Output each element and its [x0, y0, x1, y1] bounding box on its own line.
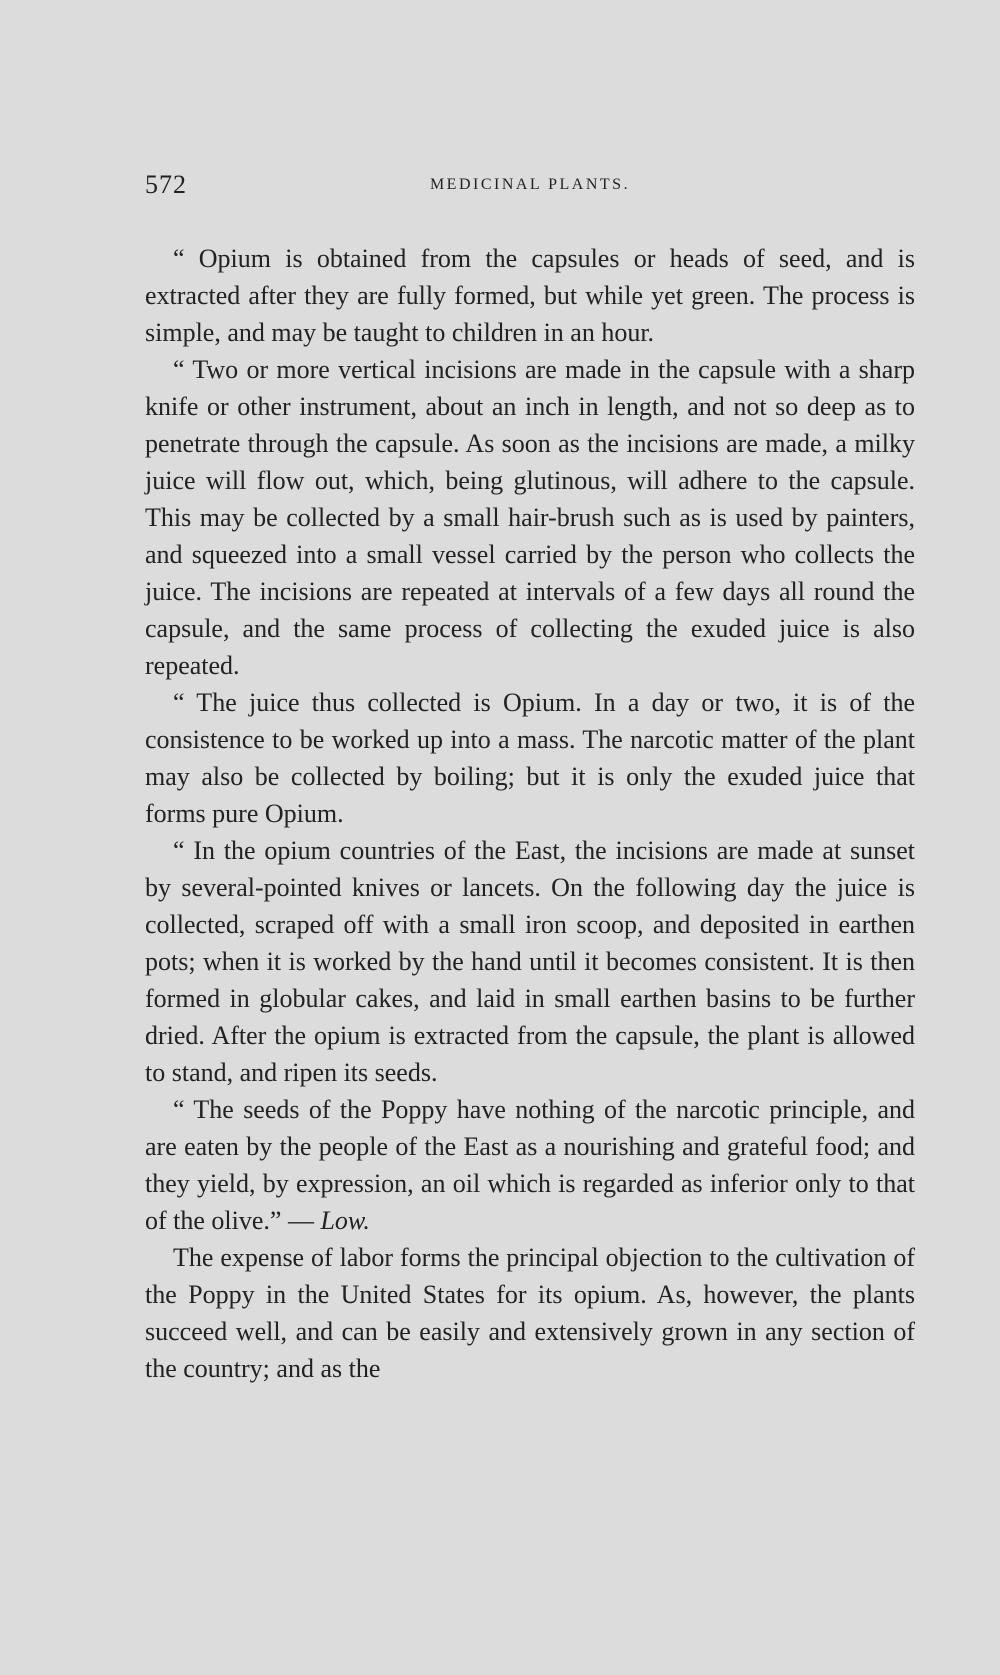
body-text	[145, 240, 915, 1387]
page-header	[145, 170, 915, 206]
paragraph-opium-obtained: “ Opium is obtained from the capsules or heads of seed, and is extracted after they are fully formed, but while yet green. The process is simple, and may be taught to children in an hour.	[145, 244, 915, 347]
running-title: MEDICINAL PLANTS.	[429, 176, 631, 193]
poppy-seeds-text: “ The seeds of the Poppy have nothing of the narcotic principle, and are eaten by the people of the East as a nourishing and grateful food; and they yield, by expression, an oil which is regarded as inferior only to that of the olive.” —	[145, 1095, 915, 1235]
paragraph-incisions: “ Two or more vertical incisions are made in the capsule with a sharp knife or other instrument, about an inch in length, and not so deep as to penetrate through the capsule. As soon as the incisions are made, a milky juice will flow out, which, being glutinous, will adhere to the capsule. This may be collected by a small hair-brush such as is used by painters, and squeezed into a small vessel carried by the person who collects the juice. The incisions are repeated at intervals of a few days all round the capsule, and the same process of collecting the exuded juice is also repeated.	[145, 355, 915, 680]
attribution: Low.	[320, 1206, 370, 1235]
paragraph-expense-of-labor: The expense of labor forms the principal objection to the cultivation of the Poppy in the United States for its opium. As, however, the plants succeed well, and can be easily and extensively grown in any section of the country; and as the	[145, 1243, 915, 1383]
paragraph-opium-countries: “ In the opium countries of the East, the incisions are made at sunset by several-pointed knives or lancets. On the following day the juice is collected, scraped off with a small iron scoop, and deposited in earthen pots; when it is worked by the hand until it becomes consistent. It is then formed in globular cakes, and laid in small earthen basins to be further dried. After the opium is extracted from the capsule, the plant is allowed to stand, and ripen its seeds.	[145, 836, 915, 1087]
paragraph-poppy-seeds	[145, 1091, 915, 1239]
paragraph-juice-collected: “ The juice thus collected is Opium. In a day or two, it is of the consistence to be worked up into a mass. The narcotic matter of the plant may also be collected by boiling; but it is only the exuded juice that forms pure Opium.	[145, 688, 915, 828]
page-number: 572	[145, 170, 187, 199]
